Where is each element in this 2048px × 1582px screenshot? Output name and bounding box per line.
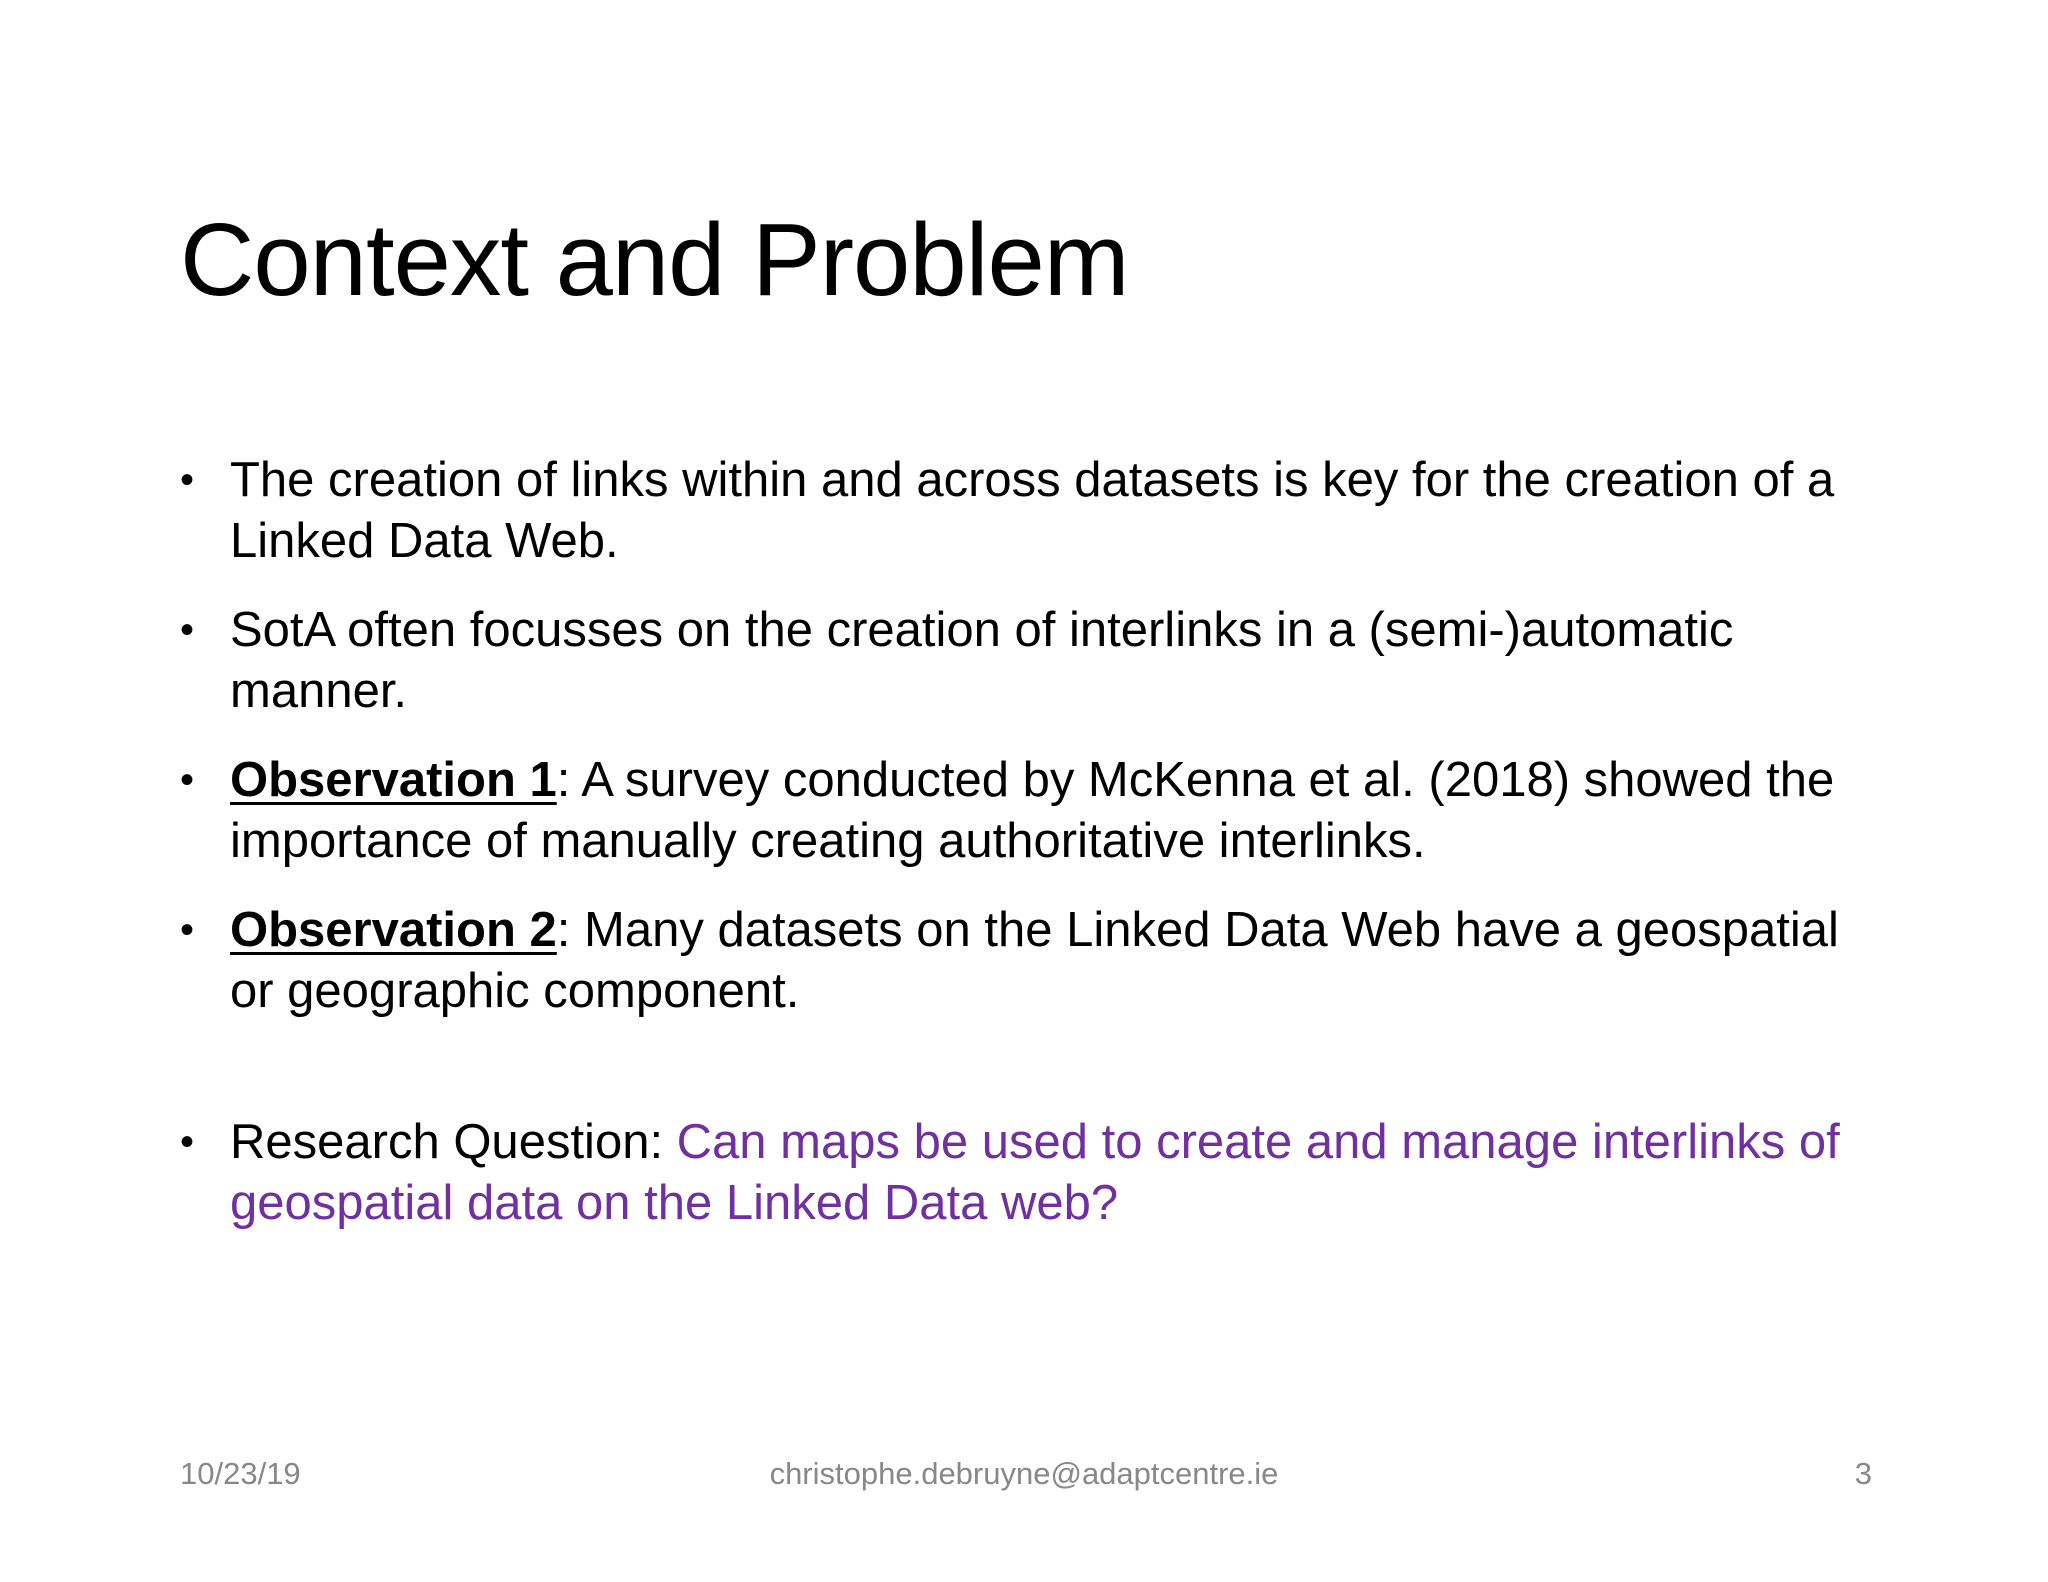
bullet-item xyxy=(180,450,1880,572)
bullet-text: : A survey conducted by McKenna et al. (2018) showed the importance of manually creating authoritative interlinks. xyxy=(230,753,1835,868)
bullet-marker: • xyxy=(180,908,195,952)
bullet-list xyxy=(180,450,1880,1262)
bullet-marker: • xyxy=(180,1120,195,1164)
research-question-text: Can maps be used to create and manage interlinks of geospatial data on the Linked Data web? xyxy=(230,1115,1840,1230)
footer-date: 10/23/19 xyxy=(180,1456,301,1491)
footer-page-number: 3 xyxy=(1854,1456,1872,1491)
bullet-text: : Many datasets on the Linked Data Web have a geospatial or geographic component. xyxy=(230,903,1839,1018)
bullet-text: SotA often focusses on the creation of interlinks in a (semi-)automatic manner. xyxy=(230,603,1734,718)
bullet-marker: • xyxy=(180,758,195,802)
research-question-prefix: Research Question: xyxy=(230,1115,677,1169)
bullet-marker: • xyxy=(180,458,195,502)
slide-title: Context and Problem xyxy=(180,202,1129,317)
bullet-marker: • xyxy=(180,608,195,652)
bullet-item xyxy=(180,600,1880,722)
footer-email: christophe.debruyne@adaptcentre.ie xyxy=(769,1456,1279,1491)
bullet-text: The creation of links within and across datasets is key for the creation of a Linked Data Web. xyxy=(230,453,1835,568)
bullet-item xyxy=(180,900,1880,1022)
observation-1-label: Observation 1 xyxy=(230,753,557,807)
bullet-item xyxy=(180,750,1880,872)
observation-2-label: Observation 2 xyxy=(230,903,557,957)
research-question-item xyxy=(180,1112,1880,1234)
